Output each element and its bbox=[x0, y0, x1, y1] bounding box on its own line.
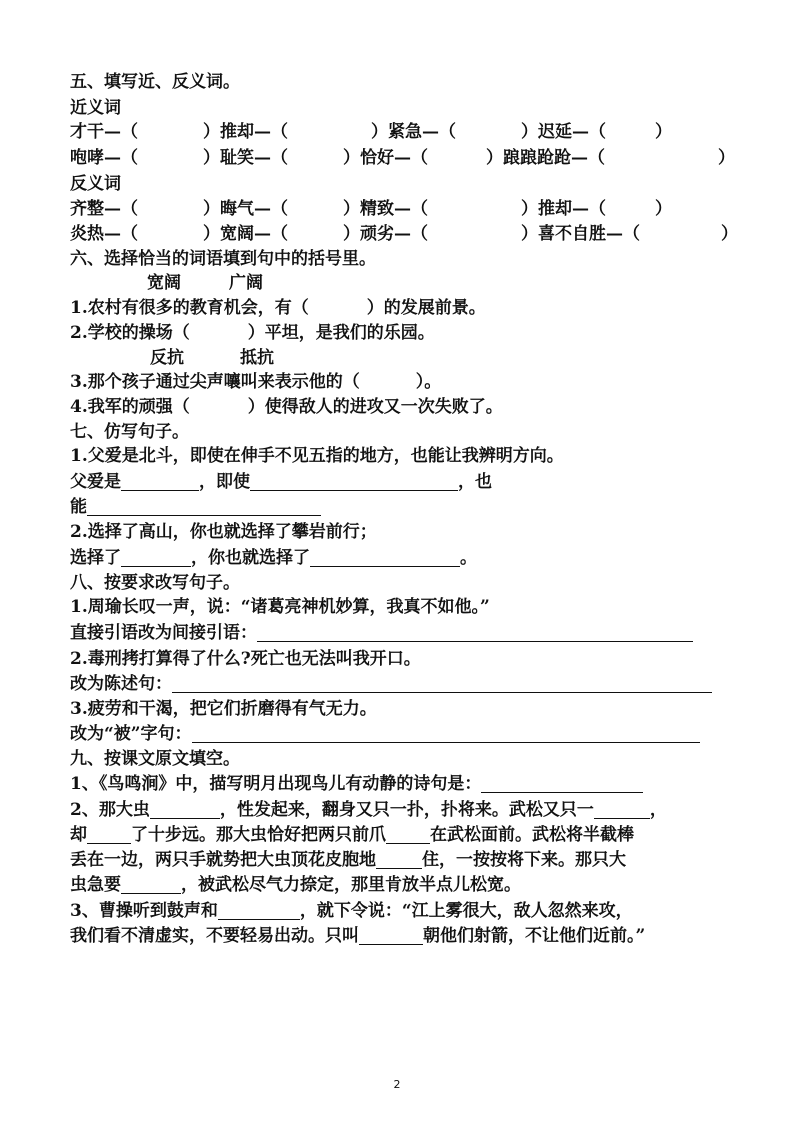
answer-blank[interactable] bbox=[121, 548, 191, 567]
section8-q2: 2.毒刑拷打算得了什么?死亡也无法叫我开口。 bbox=[70, 649, 421, 669]
synonym-item: ）恰好—（ bbox=[343, 148, 428, 168]
section7-fill-2 bbox=[70, 546, 740, 570]
word-choice: 广阔 bbox=[229, 273, 263, 293]
antonym-item: ）推却—（ bbox=[521, 199, 606, 219]
section8-q1: 1.周瑜长叹一声，说：“诸葛亮神机妙算，我真不如他。” bbox=[70, 597, 490, 617]
antonym-item: 齐整—（ bbox=[70, 199, 138, 219]
synonym-label: 近义词 bbox=[70, 98, 121, 118]
word-choices-2 bbox=[150, 346, 794, 370]
synonym-row-1 bbox=[70, 120, 740, 144]
word-choices-1 bbox=[147, 271, 794, 295]
fill-text: 父爱是 bbox=[70, 472, 121, 492]
synonym-item: ） bbox=[655, 122, 672, 142]
section9-q3-line2 bbox=[70, 924, 740, 948]
q2-part-a: 2.学校的操场（ bbox=[70, 323, 190, 343]
answer-blank[interactable] bbox=[87, 497, 321, 516]
antonym-item: 炎热—（ bbox=[70, 224, 138, 244]
antonym-item: ）晦气—（ bbox=[203, 199, 288, 219]
antonym-row-2 bbox=[70, 222, 740, 246]
antonym-row-1 bbox=[70, 197, 740, 221]
antonym-item: ） bbox=[721, 224, 738, 244]
antonym-item: ）宽阔—（ bbox=[203, 224, 288, 244]
answer-blank[interactable] bbox=[121, 875, 181, 894]
fill-text: ，也 bbox=[458, 472, 492, 492]
q1-part-a: 1.农村有很多的教育机会，有（ bbox=[70, 298, 309, 318]
fill-text: 。 bbox=[460, 548, 477, 568]
synonym-row-2 bbox=[70, 146, 740, 170]
antonym-label: 反义词 bbox=[70, 174, 121, 194]
synonym-item: ） bbox=[718, 148, 735, 168]
fill-text: ，即使 bbox=[199, 472, 250, 492]
section8-q1-requirement bbox=[70, 621, 740, 645]
fill-text: 朝他们射箭，不让他们近前。” bbox=[423, 926, 646, 946]
fill-text: 3、曹操听到鼓声和 bbox=[70, 901, 218, 921]
q3-part-a: 3.那个孩子通过尖声嚷叫来表示他的（ bbox=[70, 372, 360, 392]
q1-part-b: ）的发展前景。 bbox=[366, 298, 486, 318]
section8-q2-requirement bbox=[70, 672, 740, 696]
answer-blank[interactable] bbox=[310, 548, 460, 567]
question-text: 1、《鸟鸣涧》中，描写明月出现鸟儿有动静的诗句是： bbox=[70, 774, 482, 794]
section7-title: 七、仿写句子。 bbox=[70, 422, 189, 442]
requirement-text: 直接引语改为间接引语： bbox=[70, 623, 257, 643]
page-number: 2 bbox=[393, 1078, 401, 1091]
word-choice: 宽阔 bbox=[147, 273, 181, 293]
q3-part-b: ）。 bbox=[415, 372, 442, 392]
fill-text: 虫急要 bbox=[70, 875, 121, 895]
synonym-item: ）耻笑—（ bbox=[203, 148, 288, 168]
section8-q3: 3.疲劳和干渴，把它们折磨得有气无力。 bbox=[70, 699, 377, 719]
word-choice: 抵抗 bbox=[240, 348, 274, 368]
synonym-item: ）踉踉跄跄—（ bbox=[486, 148, 605, 168]
fill-text: ，就下令说：“江上雾很大，敌人忽然来攻， bbox=[299, 901, 633, 921]
fill-text: 丢在一边，两只手就势把大虫顶花皮胞地 bbox=[70, 850, 376, 870]
fill-text: 我们看不清虚实，不要轻易出动。只叫 bbox=[70, 926, 359, 946]
section6-q2 bbox=[70, 321, 740, 345]
fill-text: 却 bbox=[70, 825, 87, 845]
section7-sentence-2: 2.选择了高山，你也就选择了攀岩前行； bbox=[70, 522, 377, 542]
section7-fill-1 bbox=[70, 470, 740, 494]
synonym-item: 才干—（ bbox=[70, 122, 138, 142]
synonym-item: ）推却—（ bbox=[203, 122, 288, 142]
section6-q1 bbox=[70, 296, 740, 320]
section8-title: 八、按要求改写句子。 bbox=[70, 573, 240, 593]
section9-q2-line3 bbox=[70, 848, 740, 872]
section6-q4 bbox=[70, 395, 740, 419]
section9-q3-line1 bbox=[70, 899, 740, 923]
requirement-text: 改为陈述句： bbox=[70, 674, 172, 694]
requirement-text: 改为“被”字句： bbox=[70, 724, 192, 744]
section7-sentence-1: 1.父爱是北斗，即使在伸手不见五指的地方，也能让我辨明方向。 bbox=[70, 446, 564, 466]
section9-q2-line4 bbox=[70, 873, 740, 897]
antonym-item: ）顽劣—（ bbox=[343, 224, 428, 244]
antonym-item: ）精致—（ bbox=[343, 199, 428, 219]
word-choice: 反抗 bbox=[150, 348, 184, 368]
answer-line[interactable] bbox=[192, 724, 700, 743]
antonym-item: ）喜不自胜—（ bbox=[521, 224, 640, 244]
section6-title: 六、选择恰当的词语填到句中的括号里。 bbox=[70, 249, 376, 269]
fill-text: 选择了 bbox=[70, 548, 121, 568]
synonym-item: ）紧急—（ bbox=[371, 122, 456, 142]
section9-q1 bbox=[70, 772, 740, 796]
section9-q2-line1 bbox=[70, 798, 740, 822]
answer-blank[interactable] bbox=[386, 825, 430, 844]
section5-title: 五、填写近、反义词。 bbox=[70, 72, 240, 92]
antonym-item: ） bbox=[655, 199, 672, 219]
answer-blank[interactable] bbox=[250, 472, 458, 491]
answer-blank[interactable] bbox=[359, 926, 423, 945]
answer-blank[interactable] bbox=[376, 850, 422, 869]
fill-text: 在武松面前。武松将半截棒 bbox=[430, 825, 634, 845]
fill-text: ，被武松尽气力捺定，那里肯放半点儿松宽。 bbox=[181, 875, 521, 895]
answer-line[interactable] bbox=[257, 623, 693, 642]
section6-q3 bbox=[70, 370, 740, 394]
answer-blank[interactable] bbox=[594, 800, 650, 819]
fill-text: ， bbox=[649, 800, 667, 820]
answer-blank[interactable] bbox=[150, 800, 220, 819]
fill-text: 能 bbox=[70, 497, 87, 517]
synonym-item: ）迟延—（ bbox=[521, 122, 606, 142]
synonym-item: 咆哮—（ bbox=[70, 148, 138, 168]
answer-blank[interactable] bbox=[87, 825, 131, 844]
fill-text: 2、那大虫 bbox=[70, 800, 150, 820]
section7-fill-1b bbox=[70, 495, 740, 519]
answer-blank[interactable] bbox=[481, 774, 643, 793]
fill-text: ，性发起来，翻身又只一扑，扑将来。武松又只一 bbox=[219, 800, 594, 820]
fill-text: ，你也就选择了 bbox=[191, 548, 310, 568]
q4-part-a: 4.我军的顽强（ bbox=[70, 397, 190, 417]
section9-q2-line2 bbox=[70, 823, 740, 847]
q2-part-b: ）平坦，是我们的乐园。 bbox=[247, 323, 435, 343]
section9-title: 九、按课文原文填空。 bbox=[70, 749, 240, 769]
section8-q3-requirement bbox=[70, 722, 740, 746]
answer-blank[interactable] bbox=[218, 901, 300, 920]
fill-text: 住，一按按将下来。那只大 bbox=[422, 850, 626, 870]
q4-part-b: ）使得敌人的进攻又一次失败了。 bbox=[247, 397, 503, 417]
fill-text: 了十步远。那大虫恰好把两只前爪 bbox=[131, 825, 386, 845]
answer-blank[interactable] bbox=[121, 472, 199, 491]
answer-line[interactable] bbox=[172, 674, 712, 693]
